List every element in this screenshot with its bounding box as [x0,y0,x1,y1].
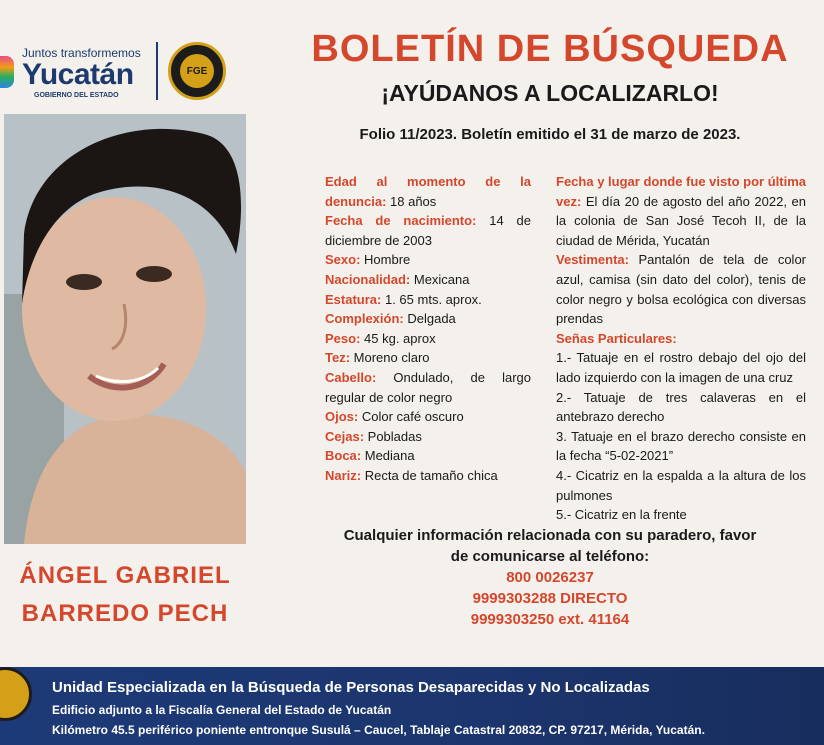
contact-phone: 9999303288 DIRECTO [472,590,628,607]
person-portrait-illustration [4,114,246,544]
detail-marks-label: Señas Particulares: [556,330,677,346]
government-logo [0,40,160,102]
detail-mark-item: 3. Tatuaje en el brazo derecho consiste en la fecha “5-02-2021” [556,428,806,464]
fge-seal [168,42,226,100]
missing-person-photo [4,114,246,544]
details-left-column [325,172,531,486]
footer-address: Kilómetro 45.5 periférico poniente entronque Susulá – Caucel, Tablaje Catastral 20832, CP. 97217, Mérida, Yucatán. [52,723,705,737]
bulletin-folio: Folio 11/2023. Boletín emitido el 31 de marzo de 2023. [359,126,741,143]
fge-seal-label: FGE [180,54,214,88]
detail-age: Edad al momento de la denuncia: 18 años [325,174,531,209]
detail-mark-item: 5.- Cicatriz en la frente [556,507,687,523]
contact-text-line-2: de comunicarse al teléfono: [450,548,650,565]
logo-divider [156,42,158,100]
person-name-line-1: ÁNGEL GABRIEL [19,562,231,589]
detail-nose: Nariz: Recta de tamaño chica [325,467,498,483]
government-label: GOBIERNO DEL ESTADO [34,92,119,99]
detail-hair: Cabello: Ondulado, de largo regular de color negro [325,369,531,405]
detail-complexion: Tez: Moreno claro [325,350,430,366]
footer-building: Edificio adjunto a la Fiscalía General del Estado de Yucatán [52,703,392,717]
person-name-line-2: BARREDO PECH [21,600,229,627]
detail-last-seen: Fecha y lugar donde fue visto por última vez: El día 20 de agosto del año 2022, en la colonia de San José Tecoh II, de la ciudad de Mérida, Yucatán [556,174,806,248]
detail-weight: Peso: 45 kg. aprox [325,330,436,346]
detail-mouth: Boca: Mediana [325,448,415,464]
detail-eyes: Ojos: Color café oscuro [325,409,464,425]
details-right-column [556,172,806,525]
government-slogan: Juntos transformemos [22,46,141,60]
detail-clothing: Vestimenta: Pantalón de tela de color azul, camisa (sin dato del color), tenis de color negro y bolsa ecológica con diversas prendas [556,252,806,327]
detail-mark-item: 1.- Tatuaje en el rostro debajo del ojo del lado izquierdo con la imagen de una cruz [556,350,806,385]
detail-build: Complexión: Delgada [325,311,456,327]
government-logo-mark [0,56,14,88]
footer-seal [0,667,32,721]
contact-phone: 9999303250 ext. 41164 [470,611,630,628]
contact-text-line-1: Cualquier información relacionada con su paradero, favor [343,527,757,544]
detail-mark-item: 4.- Cicatriz en la espalda a la altura de los pulmones [556,467,806,503]
detail-nationality: Nacionalidad: Mexicana [325,271,470,287]
detail-height: Estatura: 1. 65 mts. aprox. [325,291,482,307]
detail-eyebrows: Cejas: Pobladas [325,428,422,444]
detail-birthdate: Fecha de nacimiento: 14 de diciembre de 2003 [325,213,531,248]
bulletin-subtitle: ¡AYÚDANOS A LOCALIZARLO! [381,80,719,106]
government-state-name: Yucatán [22,58,134,91]
contact-phone: 800 0026237 [506,569,594,586]
bulletin-title: BOLETÍN DE BÚSQUEDA [311,28,789,70]
detail-sex: Sexo: Hombre [325,252,411,268]
footer-unit-name: Unidad Especializada en la Búsqueda de Personas Desaparecidas y No Localizadas [52,679,650,696]
footer-banner [0,667,824,745]
detail-mark-item: 2.- Tatuaje de tres calaveras en el antebrazo derecho [556,389,806,425]
